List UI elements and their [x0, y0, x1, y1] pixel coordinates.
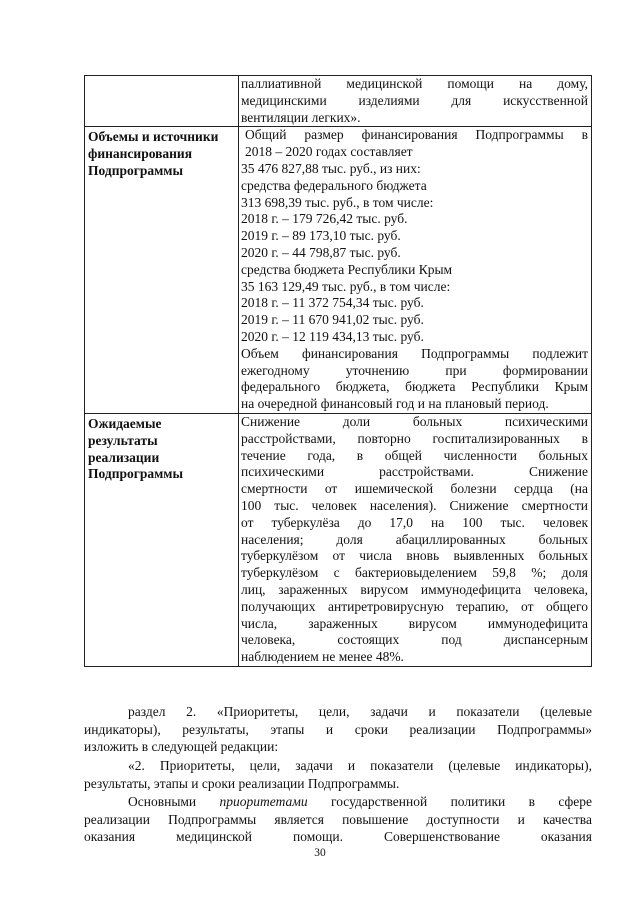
emphasis-text: приоритетами — [219, 794, 308, 809]
text-line: получающих антиретровирусную терапию, от общего — [241, 598, 588, 614]
paragraph-priorities — [84, 793, 592, 846]
text-line: туберкулёзом с бактериовыделением 59,8 %; доля — [241, 565, 588, 581]
text-line: туберкулёзом от числа вновь выявленных больных — [241, 548, 588, 564]
financing-label-cell — [85, 127, 239, 414]
text-line: 2018 – 2020 годах составляет — [245, 144, 413, 160]
financing-label-line: финансирования — [88, 146, 193, 162]
table-row-results — [85, 413, 592, 666]
text-line — [84, 793, 592, 811]
text-line: изложить в следующей редакции: — [84, 739, 279, 754]
text-line: течение года, в общей численности больных — [241, 447, 588, 463]
results-label-line: Ожидаемые — [88, 415, 162, 431]
text-line: федерального бюджета, бюджета Республики Крым — [241, 379, 588, 395]
text-line: 2018 г. – 179 726,42 тыс. руб. — [241, 211, 408, 227]
text-line: паллиативной медицинской помощи на дому, — [241, 76, 588, 91]
text-line: 100 тыс. человек населения). Снижение смертности — [241, 497, 588, 513]
text-run: государственной политики в сфере — [331, 794, 592, 809]
results-label-line: реализации — [88, 449, 160, 465]
text-line: 313 698,39 тыс. руб., в том числе: — [241, 194, 434, 210]
table-row-top — [85, 76, 592, 127]
empty-label-cell — [85, 76, 239, 127]
text-line: 2020 г. – 44 798,87 тыс. руб. — [241, 244, 401, 260]
text-line: наблюдением не менее 48%. — [241, 649, 404, 665]
paragraph-section-2-instruction — [84, 703, 592, 756]
text-line: лиц, зараженных вирусом иммунодефицита человека, — [241, 581, 588, 597]
text-line: индикаторы), результаты, этапы и сроки реализации Подпрограммы» — [84, 721, 592, 737]
text-line: реализации Подпрограммы является повышение доступности и качества — [84, 811, 592, 827]
results-label-line: результаты — [88, 432, 158, 448]
table-row-financing — [85, 127, 592, 414]
text-line: от туберкулёза до 17,0 на 100 тыс. человек — [241, 514, 588, 530]
text-line: 2020 г. – 12 119 434,13 тыс. руб. — [241, 328, 424, 344]
financing-content-cell — [239, 127, 592, 414]
passport-table — [84, 75, 592, 667]
text-line: оказания медицинской помощи. Совершенствование оказания — [84, 829, 592, 844]
page-number: 30 — [314, 847, 326, 859]
text-line: 2018 г. – 11 372 754,34 тыс. руб. — [241, 295, 424, 311]
text-line: на очередной финансовый год и на плановый период. — [241, 396, 549, 412]
top-content-cell — [239, 76, 592, 127]
text-line: вентиляции легких». — [241, 109, 361, 125]
text-line: человека, состоящих под диспансерным — [241, 632, 588, 648]
text-line: раздел 2. «Приоритеты, цели, задачи и показатели (целевые — [128, 704, 592, 719]
text-line: смертности от ишемической болезни сердца (на — [241, 481, 588, 497]
financing-label-line: Объемы и источники — [88, 129, 219, 145]
results-label-line: Подпрограммы — [88, 466, 184, 482]
text-line: населения; доля абациллированных больных — [241, 531, 588, 547]
text-line: числа, зараженных вирусом иммунодефицита — [241, 615, 588, 631]
text-line: медицинскими изделиями для искусственной — [241, 92, 588, 108]
text-run: Основными — [128, 794, 197, 809]
text-line: 35 163 129,49 тыс. руб., в том числе: — [241, 278, 451, 294]
text-line: психическими расстройствами. Снижение — [241, 464, 588, 480]
results-label-cell — [85, 413, 239, 666]
text-line: результаты, этапы и сроки реализации Подпрограммы. — [84, 775, 400, 791]
paragraph-section-2-title — [84, 757, 592, 792]
text-line: Объем финансирования Подпрограммы подлежит — [241, 345, 588, 361]
text-line: ежегодному уточнению при формировании — [241, 362, 588, 378]
text-line: 2019 г. – 11 670 941,02 тыс. руб. — [241, 312, 424, 328]
text-line: 2019 г. – 89 173,10 тыс. руб. — [241, 228, 401, 244]
text-line: Общий размер финансирования Подпрограммы в — [245, 127, 588, 143]
text-line: «2. Приоритеты, цели, задачи и показатели (целевые индикаторы), — [128, 758, 592, 773]
text-line: Снижение доли больных психическими — [241, 413, 588, 429]
text-line: средства федерального бюджета — [241, 177, 427, 193]
text-line: расстройствами, повторно госпитализированных в — [241, 430, 588, 446]
results-content-cell — [239, 413, 592, 666]
text-line: 35 476 827,88 тыс. руб., из них: — [241, 160, 421, 176]
financing-label-line: Подпрограммы — [88, 162, 184, 178]
text-line: средства бюджета Республики Крым — [241, 261, 453, 277]
